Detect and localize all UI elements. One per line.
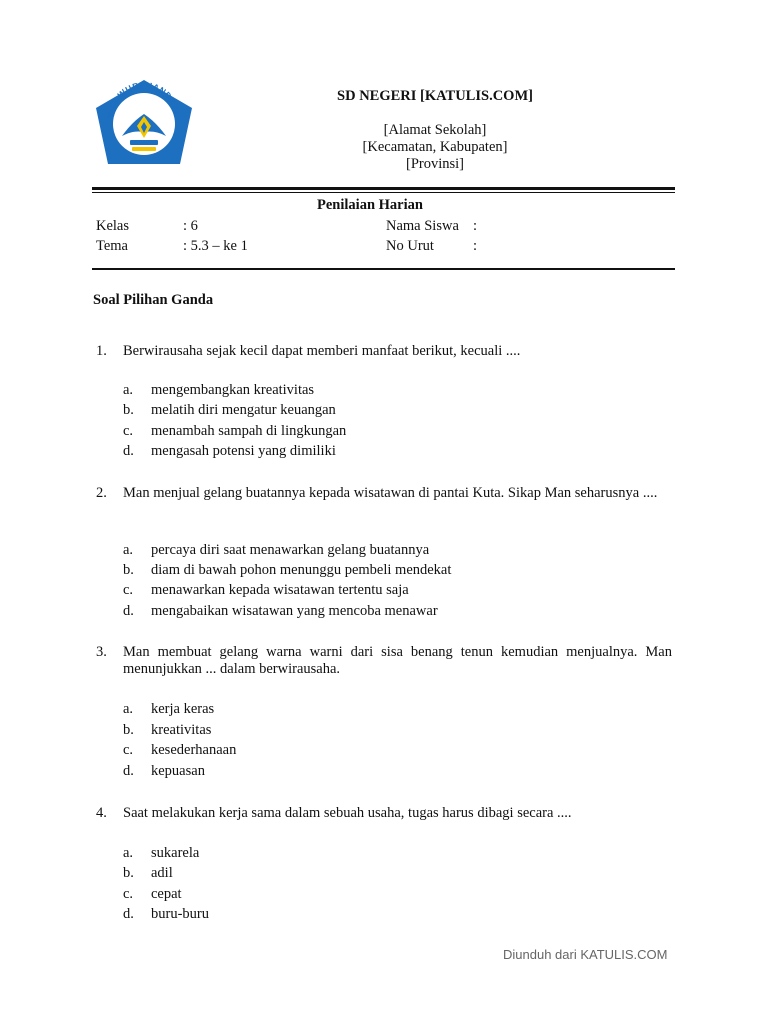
- exam-title: Penilaian Harian: [317, 197, 423, 213]
- tut-wuri-handayani-logo: [92, 78, 196, 170]
- option-letter: a.: [123, 845, 134, 861]
- option-letter: a.: [123, 542, 134, 558]
- option-letter: b.: [123, 562, 134, 578]
- header-divider-thin: [92, 192, 675, 193]
- tema-label: Tema: [96, 238, 128, 254]
- no-urut-label: No Urut: [386, 238, 434, 254]
- question-text: Man membuat gelang warna warni dari sisa benang tenun kemudian menjualnya. Man menunjukkan ... dalam berwirausaha.: [123, 644, 672, 677]
- download-source-footer: Diunduh dari KATULIS.COM: [503, 947, 668, 962]
- no-urut-value: :: [473, 238, 478, 254]
- question-text: Saat melakukan kerja sama dalam sebuah usaha, tugas harus dibagi secara ....: [123, 805, 572, 821]
- option-letter: c.: [123, 742, 134, 758]
- option-text: kreativitas: [151, 722, 212, 738]
- option-letter: d.: [123, 763, 134, 779]
- option-text: mengabaikan wisatawan yang mencoba menawar: [151, 603, 438, 619]
- question-text: Man menjual gelang buatannya kepada wisatawan di pantai Kuta. Sikap Man seharusnya ....: [123, 485, 658, 501]
- option-text: sukarela: [151, 845, 200, 861]
- kelas-value: : 6: [183, 218, 198, 234]
- nama-siswa-value: :: [473, 218, 478, 234]
- option-letter: d.: [123, 443, 134, 459]
- option-text: percaya diri saat menawarkan gelang buatannya: [151, 542, 430, 558]
- school-name: SD NEGERI [KATULIS.COM]: [337, 88, 533, 104]
- option-text: cepat: [151, 886, 182, 902]
- option-letter: a.: [123, 701, 134, 717]
- question-number: 2.: [96, 485, 107, 501]
- option-letter: b.: [123, 722, 134, 738]
- question-text: Berwirausaha sejak kecil dapat memberi manfaat berikut, kecuali ....: [123, 343, 521, 359]
- option-text: melatih diri mengatur keuangan: [151, 402, 336, 418]
- header-divider-thick: [92, 187, 675, 190]
- school-address: [Alamat Sekolah]: [383, 122, 487, 138]
- section-title: Soal Pilihan Ganda: [93, 292, 214, 308]
- option-letter: c.: [123, 423, 134, 439]
- option-text: kesederhanaan: [151, 742, 237, 758]
- option-letter: b.: [123, 865, 134, 881]
- option-text: mengembangkan kreativitas: [151, 382, 315, 398]
- question-number: 1.: [96, 343, 107, 359]
- school-province: [Provinsi]: [406, 156, 464, 172]
- logo-motto: TUT WURI HANDAYA: [105, 79, 183, 119]
- option-letter: d.: [123, 603, 134, 619]
- option-letter: b.: [123, 402, 134, 418]
- school-district: [Kecamatan, Kabupaten]: [362, 139, 508, 155]
- nama-siswa-label: Nama Siswa: [386, 218, 459, 234]
- option-text: buru-buru: [151, 906, 209, 922]
- info-divider: [92, 268, 675, 270]
- option-text: menambah sampah di lingkungan: [151, 423, 347, 439]
- kelas-label: Kelas: [96, 218, 130, 234]
- question-number: 4.: [96, 805, 107, 821]
- option-letter: d.: [123, 906, 134, 922]
- option-letter: c.: [123, 886, 134, 902]
- option-text: kepuasan: [151, 763, 205, 779]
- tema-value: : 5.3 – ke 1: [183, 238, 248, 254]
- option-text: diam di bawah pohon menunggu pembeli mendekat: [151, 562, 452, 578]
- option-text: kerja keras: [151, 701, 215, 717]
- option-letter: a.: [123, 382, 134, 398]
- option-text: menawarkan kepada wisatawan tertentu saja: [151, 582, 409, 598]
- option-text: mengasah potensi yang dimiliki: [151, 443, 336, 459]
- option-text: adil: [151, 865, 173, 881]
- question-number: 3.: [96, 644, 107, 660]
- option-letter: c.: [123, 582, 134, 598]
